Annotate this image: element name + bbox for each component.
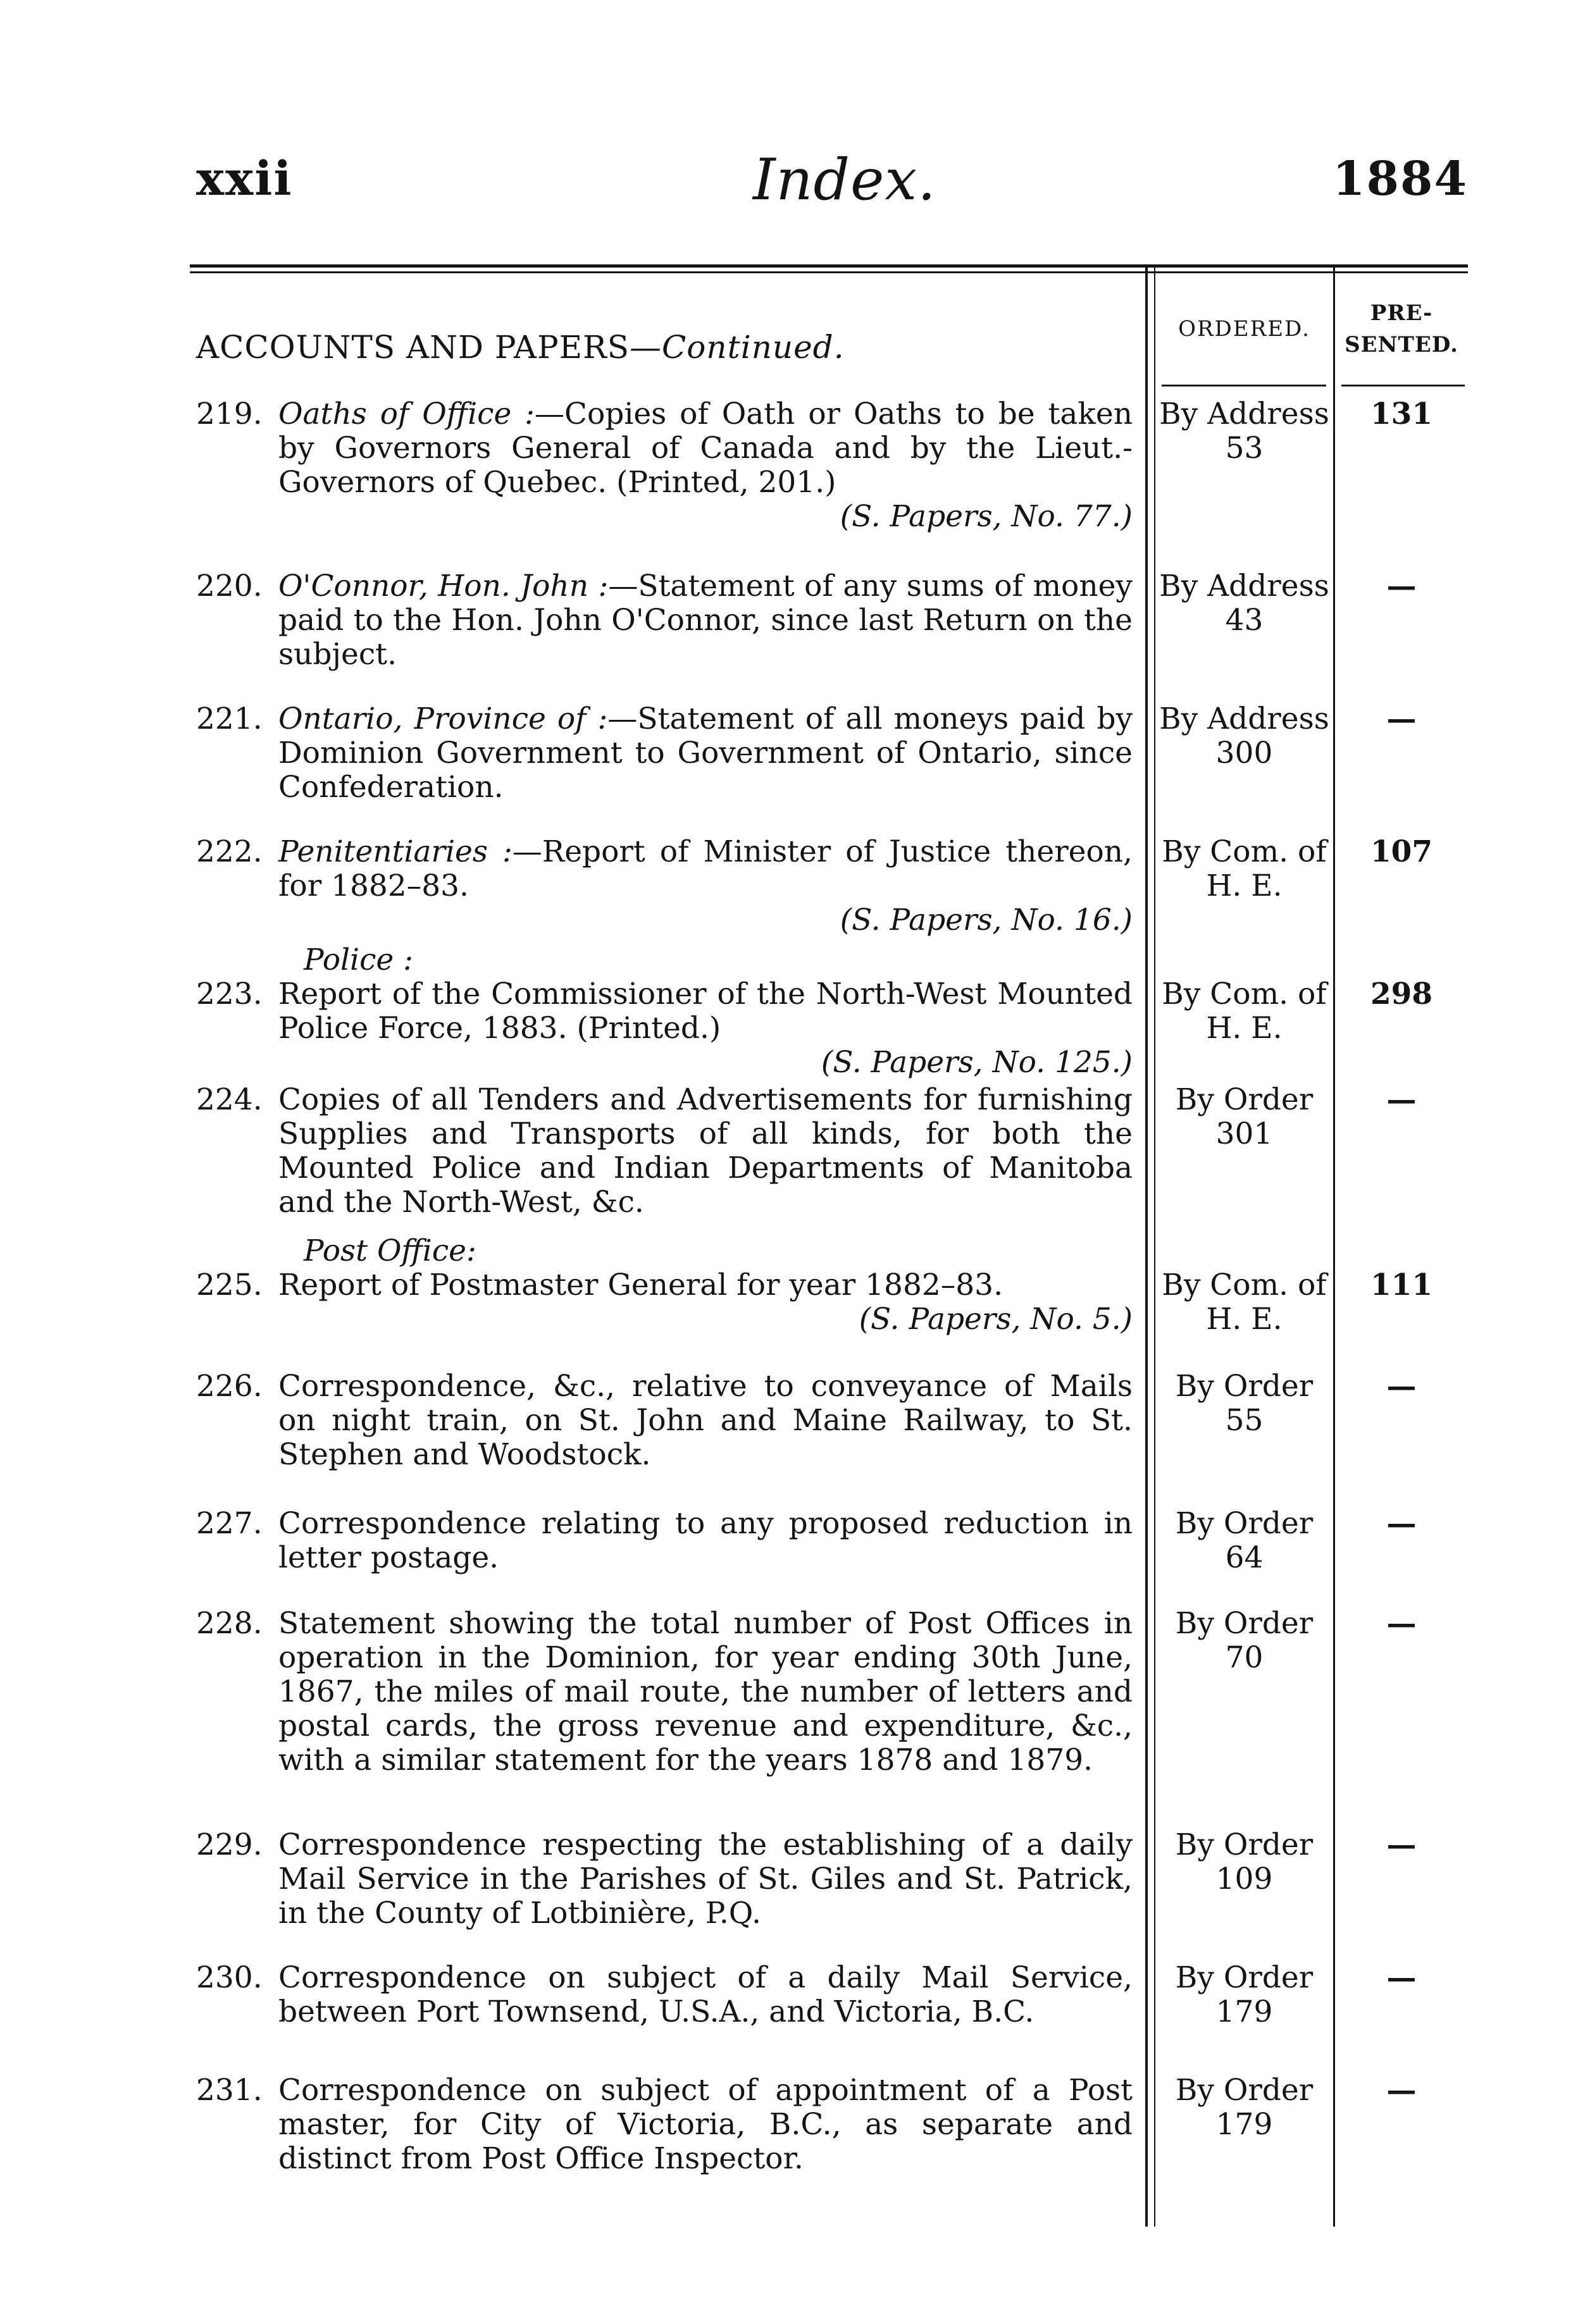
entry-number: 228. [196,1606,263,1641]
entry-text [196,1369,1133,1472]
column-head-presented-line2: SENTED. [1345,332,1458,357]
entry-ordered [1155,1268,1333,1337]
entry-ordered [1155,1828,1333,1896]
entry-ordered [1155,1607,1333,1675]
ordered-type: By Address [1159,569,1329,603]
ordered-number: 179 [1215,2107,1273,2142]
entry-presented: — [1386,1606,1417,1641]
entry-text [196,1082,1133,1220]
entry-topic: Penitentiaries : [278,834,513,869]
entry-number: 229. [196,1827,263,1862]
column-head-rule-ordered [1162,385,1326,386]
entry-number: 219. [196,397,263,431]
ordered-number: 301 [1215,1116,1273,1151]
ordered-type: By Com. of [1162,977,1327,1011]
entry-ordered [1155,702,1333,770]
header-rule [190,264,1468,273]
ordered-type: By Order [1175,1369,1314,1404]
ordered-number: H. E. [1206,1302,1283,1337]
entry-text [196,834,1133,937]
entry-ordered [1155,1961,1333,2029]
entry-number: 226. [196,1369,263,1404]
ordered-type: By Com. of [1162,1268,1327,1302]
entry-presented: 107 [1370,834,1433,869]
page-year: 1884 [1333,152,1468,206]
entry-text [196,977,1133,1080]
column-divider-ordered-inner [1154,266,1155,2227]
entry-presented: 131 [1370,397,1433,431]
entry-presented: — [1386,569,1417,603]
subhead-post-office: Post Office: [304,1233,476,1268]
column-divider-ordered [1145,266,1148,2227]
entry-text [196,2073,1133,2176]
page-header [196,147,1468,221]
entry-number: 221. [196,702,263,736]
column-head-presented [1335,297,1468,361]
entry-text [196,1268,1133,1337]
page-number: xxii [196,152,293,206]
entry-number: 223. [196,977,263,1011]
ordered-type: By Order [1175,1960,1314,1995]
entry-presented: 111 [1370,1268,1433,1302]
entry-presented: — [1386,1827,1417,1862]
entry-text [196,1506,1133,1575]
entry-citation: (S. Papers, No. 5.) [859,1302,1133,1337]
entry-description: —Statement of all moneys paid by Dominion Government to Government of Ontario, since Confederation. [278,702,1133,805]
entry-description: Statement showing the total number of Post Offices in operation in the Dominion, for year ending 30th June, 1867, the miles of mail route, the number of letters and postal cards, the gross revenue and expenditure, &c., with a similar statement for the years 1878 and 1879. [278,1606,1133,1777]
entry-text [196,702,1133,805]
entry-description: —Statement of any sums of money paid to the Hon. John O'Connor, since last Return on the subject. [278,569,1133,672]
ordered-number: H. E. [1206,868,1283,903]
ordered-number: 64 [1225,1540,1264,1575]
entry-description: —Copies of Oath or Oaths to be taken by Governors General of Canada and by the Lieut.-Governors of Quebec. (Printed, 201.) [278,397,1133,500]
entry-presented: — [1386,1369,1417,1404]
column-head-rule-presented [1341,385,1465,386]
ordered-type: By Order [1175,1506,1314,1541]
entry-description: Correspondence on subject of appointment of a Post master, for City of Victoria, B.C., as separate and distinct from Post Office Inspector. [278,2073,1133,2176]
entry-description: Report of the Commissioner of the North-West Mounted Police Force, 1883. (Printed.) [278,977,1133,1046]
entry-text [196,1827,1133,1931]
entry-text [196,569,1133,672]
entry-description: Correspondence relating to any proposed reduction in letter postage. [278,1506,1133,1575]
entry-topic: Oaths of Office : [278,397,535,431]
entry-topic: O'Connor, Hon. John : [278,569,609,603]
ordered-number: 300 [1215,736,1273,770]
entry-presented: 298 [1370,977,1433,1011]
entry-citation: (S. Papers, No. 125.) [821,1045,1133,1080]
entry-description: —Report of Minister of Justice thereon, for 1882–83. [278,834,1133,903]
entry-ordered [1155,1369,1333,1438]
entry-ordered [1155,2074,1333,2142]
entry-description: Copies of all Tenders and Advertisements for furnishing Supplies and Transports of all kinds, for both the Mounted Police and Indian Departments of Manitoba and the North-West, &c. [278,1082,1133,1220]
page-title: Index. [753,147,936,213]
entry-ordered [1155,1083,1333,1151]
entry-text [196,1960,1133,2029]
entry-text [196,1606,1133,1777]
entry-description: Correspondence respecting the establishing of a daily Mail Service in the Parishes of St. Giles and St. Patrick, in the County of Lotbinière, P.Q. [278,1827,1133,1931]
entry-number: 227. [196,1506,263,1541]
entry-presented: — [1386,1506,1417,1541]
section-continued: —Continued. [630,329,845,366]
entry-text [196,397,1133,534]
ordered-number: H. E. [1206,1011,1283,1046]
column-head-ordered: ORDERED. [1178,316,1310,342]
entry-ordered [1155,569,1333,638]
section-title: ACCOUNTS AND PAPERS [196,329,630,366]
entry-description: Report of Postmaster General for year 1882–83. [278,1268,1003,1302]
entry-ordered [1155,397,1333,466]
entry-number: 224. [196,1082,263,1117]
entry-description: Correspondence, &c., relative to conveyance of Mails on night train, on St. John and Maine Railway, to St. Stephen and Woodstock. [278,1369,1133,1472]
ordered-type: By Address [1159,397,1329,431]
ordered-type: By Com. of [1162,834,1327,869]
section-heading [196,329,845,366]
ordered-number: 43 [1225,603,1264,638]
entry-number: 225. [196,1268,263,1302]
entry-presented: — [1386,702,1417,736]
entry-number: 222. [196,834,263,869]
entry-topic: Ontario, Province of : [278,702,608,736]
ordered-type: By Order [1175,1082,1314,1117]
entry-presented: — [1386,1082,1417,1117]
ordered-number: 55 [1225,1403,1264,1438]
ordered-type: By Order [1175,2073,1314,2108]
ordered-number: 53 [1225,431,1264,466]
column-divider-presented [1333,266,1335,2227]
entry-number: 230. [196,1960,263,1995]
entry-number: 231. [196,2073,263,2108]
column-head-presented-line1: PRE- [1370,300,1433,326]
entry-presented: — [1386,2073,1417,2108]
ordered-type: By Address [1159,702,1329,736]
ordered-type: By Order [1175,1827,1314,1862]
ordered-number: 179 [1215,1994,1273,2029]
entry-citation: (S. Papers, No. 77.) [840,499,1133,534]
entry-description: Correspondence on subject of a daily Mail Service, between Port Townsend, U.S.A., and Victoria, B.C. [278,1960,1133,2029]
ordered-number: 70 [1225,1640,1264,1675]
entry-ordered [1155,977,1333,1046]
entry-ordered [1155,1507,1333,1575]
entry-number: 220. [196,569,263,603]
entry-presented: — [1386,1960,1417,1995]
subhead-police: Police : [304,943,413,977]
ordered-number: 109 [1215,1862,1273,1896]
entry-citation: (S. Papers, No. 16.) [840,903,1133,937]
ordered-type: By Order [1175,1606,1314,1641]
entry-ordered [1155,835,1333,903]
